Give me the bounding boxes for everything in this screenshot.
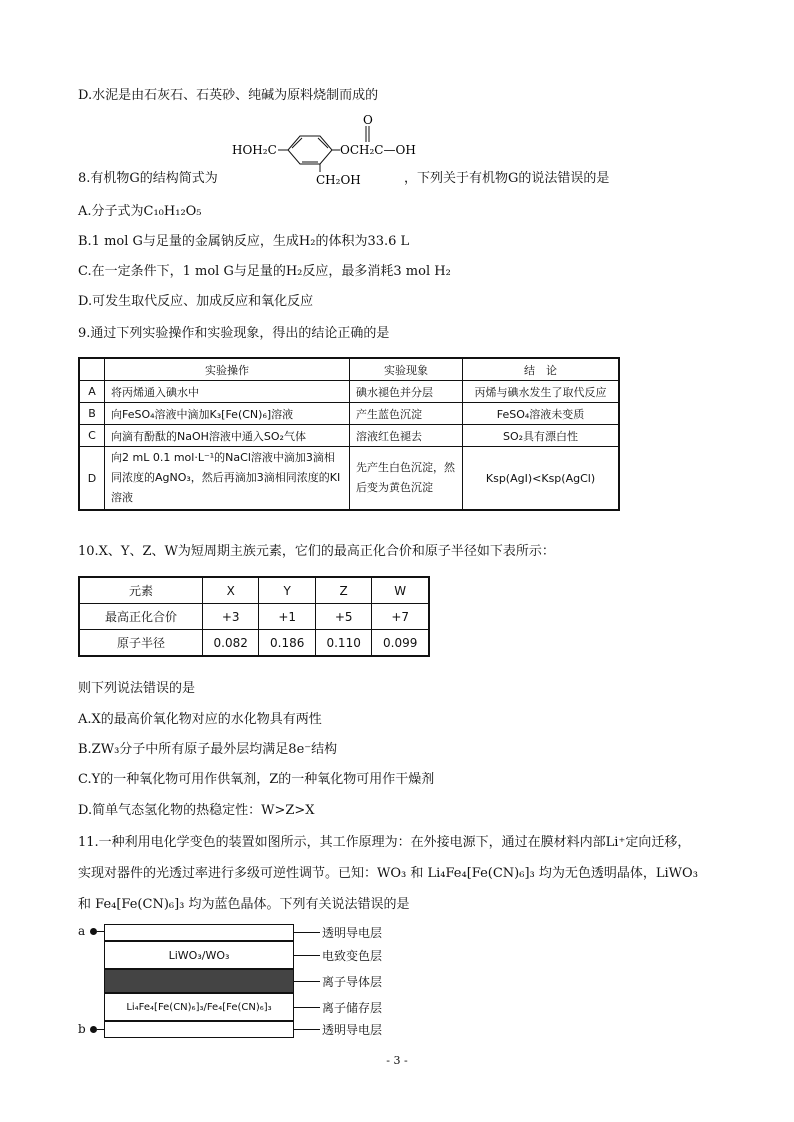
q9-cell: SO₂具有漂白性 bbox=[463, 425, 620, 447]
struct-bottom-label: CH₂OH bbox=[316, 173, 361, 187]
q9-h2: 实验现象 bbox=[350, 358, 463, 381]
q8-stem: 8.有机物G的结构简式为 bbox=[78, 171, 218, 186]
leader-line bbox=[294, 981, 320, 982]
q9-cell: B bbox=[79, 403, 105, 425]
q9-cell: D bbox=[79, 447, 105, 511]
q10-cell: 元素 bbox=[79, 577, 203, 604]
q9-cell: 碘水褪色并分层 bbox=[350, 381, 463, 403]
table-row bbox=[79, 447, 619, 511]
table-row bbox=[79, 604, 429, 630]
q11-line1: 11.一种利用电化学变色的装置如图所示，其工作原理为：在外接电源下，通过在膜材料内部Li⁺定向迁移， bbox=[78, 835, 691, 850]
struct-right-label: OCH₂C—OH bbox=[340, 143, 416, 157]
terminal-b-wire bbox=[97, 1029, 104, 1030]
q10-cell: Z bbox=[315, 577, 371, 604]
label-top-conductive: 透明导电层 bbox=[322, 926, 383, 940]
q9-cell: C bbox=[79, 425, 105, 447]
layer-ion-storage: Li₄Fe₄[Fe(CN)₆]₃/Fe₄[Fe(CN)₆]₃ bbox=[104, 993, 294, 1021]
q10-cell: 0.082 bbox=[203, 630, 259, 657]
q10-cell: 0.110 bbox=[315, 630, 371, 657]
q10-cell: +7 bbox=[372, 604, 429, 630]
q11-line2: 实现对器件的光透过率进行多级可逆性调节。已知：WO₃ 和 Li₄Fe₄[Fe(CN)₆]₃ 均为无色透明晶体，LiWO₃ bbox=[78, 866, 698, 881]
q11-line3: 和 Fe₄[Fe(CN)₆]₃ 均为蓝色晶体。下列有关说法错误的是 bbox=[78, 897, 410, 912]
q9-table bbox=[78, 357, 620, 511]
q7-option-d: D.水泥是由石灰石、石英砂、纯碱为原料烧制而成的 bbox=[78, 88, 379, 103]
q10-option-c: C.Y的一种氧化物可用作供氧剂，Z的一种氧化物可用作干燥剂 bbox=[78, 772, 435, 787]
table-row bbox=[79, 425, 619, 447]
q10-cell: X bbox=[203, 577, 259, 604]
table-row bbox=[79, 381, 619, 403]
q10-lead: 则下列说法错误的是 bbox=[78, 681, 196, 696]
leader-line bbox=[294, 1029, 320, 1030]
terminal-b-dot bbox=[90, 1026, 97, 1033]
leader-line bbox=[294, 932, 320, 933]
q10-cell: +1 bbox=[259, 604, 315, 630]
table-row bbox=[79, 630, 429, 657]
q9-stem: 9.通过下列实验操作和实验现象，得出的结论正确的是 bbox=[78, 326, 390, 341]
page-number: - 3 - bbox=[386, 1054, 408, 1067]
table-row bbox=[79, 577, 429, 604]
label-bottom-conductive: 透明导电层 bbox=[322, 1023, 383, 1037]
q8-stem-end: ，下列关于有机物G的说法错误的是 bbox=[404, 171, 610, 186]
q9-cell: 向2 mL 0.1 mol·L⁻¹的NaCl溶液中滴加3滴相同浓度的AgNO₃，然后再滴加3滴相同浓度的KI溶液 bbox=[105, 447, 350, 511]
q10-cell: 最高正化合价 bbox=[79, 604, 203, 630]
layer-electrochromic: LiWO₃/WO₃ bbox=[104, 941, 294, 969]
q10-cell: 0.186 bbox=[259, 630, 315, 657]
layer-ion-conductor bbox=[104, 969, 294, 993]
q8-option-a: A.分子式为C₁₀H₁₂O₅ bbox=[78, 204, 202, 219]
label-ion-storage: 离子储存层 bbox=[322, 1001, 383, 1015]
q9-cell: 向滴有酚酞的NaOH溶液中通入SO₂气体 bbox=[105, 425, 350, 447]
q9-cell: FeSO₄溶液未变质 bbox=[463, 403, 620, 425]
q10-cell: 原子半径 bbox=[79, 630, 203, 657]
q9-cell: Ksp(AgI)<Ksp(AgCl) bbox=[463, 447, 620, 511]
leader-line bbox=[294, 955, 320, 956]
q10-cell: +3 bbox=[203, 604, 259, 630]
q8-option-b: B.1 mol G与足量的金属钠反应，生成H₂的体积为33.6 L bbox=[78, 234, 410, 249]
struct-o-label: O bbox=[363, 113, 373, 127]
q9-h1: 实验操作 bbox=[105, 358, 350, 381]
q9-cell: A bbox=[79, 381, 105, 403]
label-ion-conductor: 离子导体层 bbox=[322, 975, 383, 989]
q10-cell: Y bbox=[259, 577, 315, 604]
q9-h0 bbox=[79, 358, 105, 381]
table-row bbox=[79, 358, 619, 381]
q10-cell: W bbox=[372, 577, 429, 604]
q10-option-a: A.X的最高价氧化物对应的水化物具有两性 bbox=[78, 712, 322, 727]
q9-cell: 将丙烯通入碘水中 bbox=[105, 381, 350, 403]
table-row bbox=[79, 403, 619, 425]
q10-stem: 10.X、Y、Z、W为短周期主族元素，它们的最高正化合价和原子半径如下表所示： bbox=[78, 544, 555, 559]
q9-cell: 产生蓝色沉淀 bbox=[350, 403, 463, 425]
terminal-a-dot bbox=[90, 928, 97, 935]
struct-left-label: HOH₂C bbox=[232, 143, 277, 157]
q8-option-c: C.在一定条件下，1 mol G与足量的H₂反应，最多消耗3 mol H₂ bbox=[78, 264, 451, 279]
device-figure bbox=[78, 922, 418, 1046]
q9-cell: 丙烯与碘水发生了取代反应 bbox=[463, 381, 620, 403]
q9-cell: 向FeSO₄溶液中滴加K₃[Fe(CN)₆]溶液 bbox=[105, 403, 350, 425]
terminal-b-label: b bbox=[78, 1022, 86, 1036]
q10-option-b: B.ZW₃分子中所有原子最外层均满足8e⁻结构 bbox=[78, 742, 338, 757]
q10-option-d: D.简单气态氢化物的热稳定性：W>Z>X bbox=[78, 803, 315, 818]
q10-cell: +5 bbox=[315, 604, 371, 630]
q10-table bbox=[78, 576, 430, 657]
q10-cell: 0.099 bbox=[372, 630, 429, 657]
q9-cell: 先产生白色沉淀，然后变为黄色沉淀 bbox=[350, 447, 463, 511]
q9-h3: 结 论 bbox=[463, 358, 620, 381]
label-electrochromic: 电致变色层 bbox=[322, 949, 383, 963]
layer-top-conductive bbox=[104, 924, 294, 941]
q8-option-d: D.可发生取代反应、加成反应和氧化反应 bbox=[78, 294, 314, 309]
terminal-a-label: a bbox=[78, 924, 86, 938]
leader-line bbox=[294, 1007, 320, 1008]
layer-bottom-conductive bbox=[104, 1021, 294, 1038]
terminal-a-wire bbox=[97, 931, 104, 932]
q9-cell: 溶液红色褪去 bbox=[350, 425, 463, 447]
